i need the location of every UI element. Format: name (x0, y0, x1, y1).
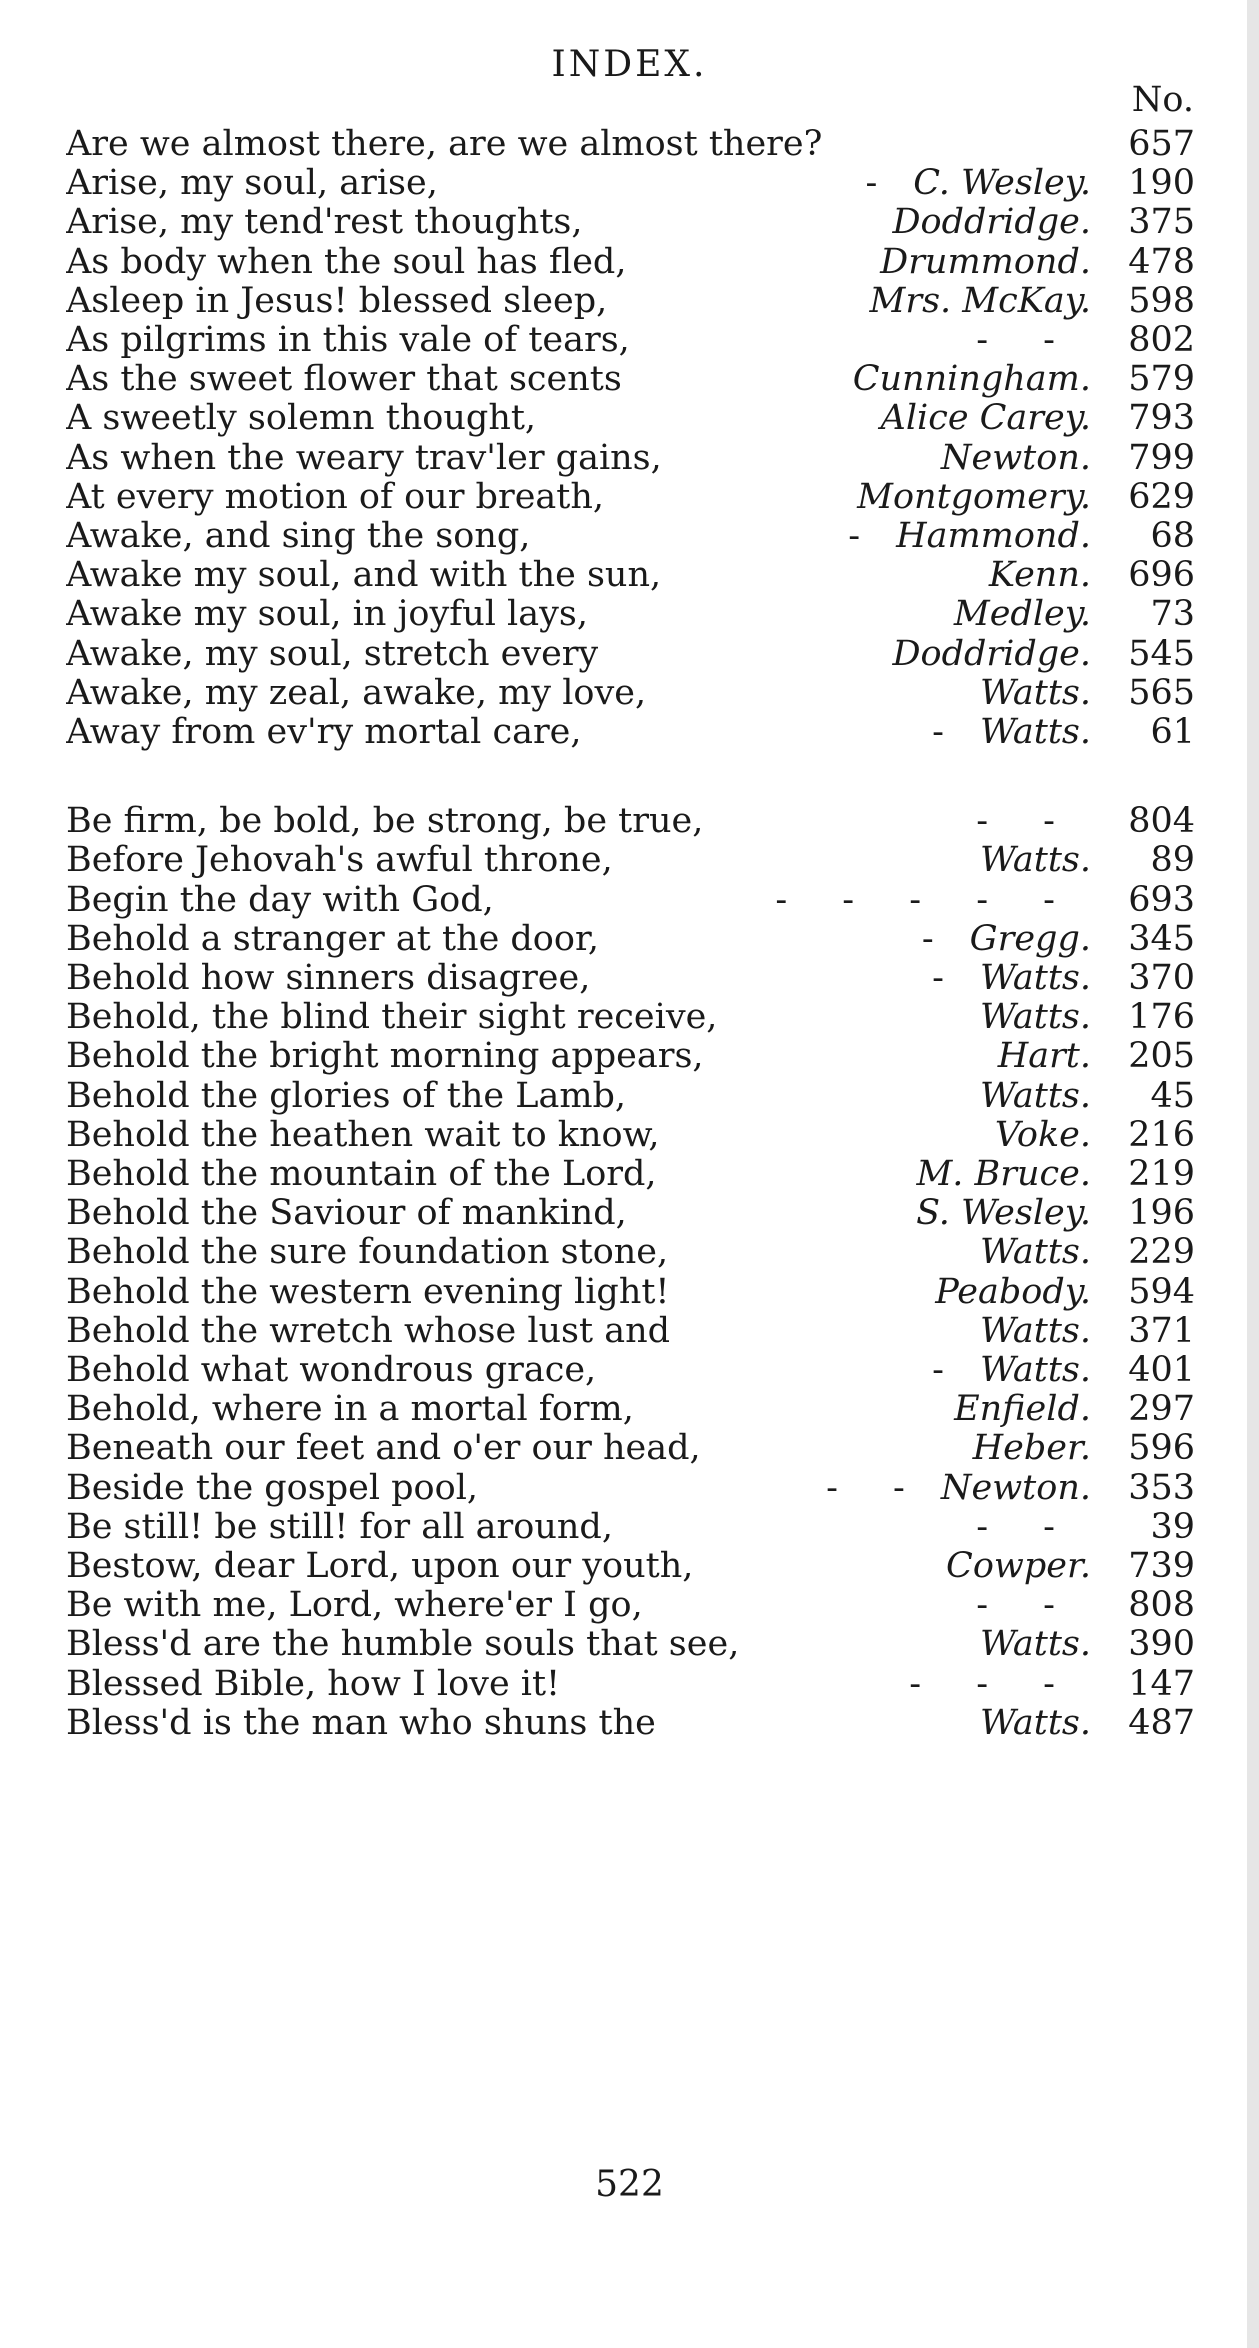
hymn-author: Watts. (979, 1624, 1091, 1665)
hymn-number: 629 (1128, 476, 1195, 517)
index-entry (66, 124, 1195, 164)
page-edge (1247, 0, 1259, 2348)
hymn-first-line: A sweetly solemn thought, (66, 398, 537, 439)
hymn-author: Heber. (972, 1428, 1091, 1469)
hymn-number: 545 (1128, 633, 1195, 674)
index-entry (66, 242, 1195, 282)
hymn-first-line: Behold the Saviour of mankind, (66, 1193, 627, 1234)
hymn-first-line: Behold the glories of the Lamb, (66, 1075, 627, 1116)
hymn-number: 657 (1128, 124, 1195, 164)
hymn-author: Watts. (979, 712, 1091, 752)
leader-dashes: - (848, 516, 883, 556)
hymn-first-line: Behold the wretch whose lust and (66, 1310, 671, 1351)
hymn-first-line: Beside the gospel pool, (66, 1467, 479, 1508)
hymn-first-line: Beneath our feet and o'er our head, (66, 1428, 701, 1469)
hymn-first-line: Asleep in Jesus! blessed sleep, (66, 280, 608, 321)
hymn-number: 219 (1128, 1154, 1195, 1194)
hymn-first-line: Behold the sure foundation stone, (66, 1232, 669, 1273)
index-entry (66, 1311, 1195, 1351)
hymn-author: Watts. (979, 840, 1091, 881)
hymn-number: 190 (1128, 163, 1195, 204)
hymn-author: Voke. (994, 1114, 1091, 1155)
hymn-author: Watts. (979, 1310, 1091, 1351)
index-entry (66, 1350, 1195, 1390)
hymn-number: 229 (1128, 1232, 1195, 1273)
hymn-first-line: Bless'd are the humble souls that see, (66, 1624, 740, 1665)
hymn-first-line: Awake my soul, in joyful lays, (66, 594, 588, 635)
hymn-number: 196 (1128, 1193, 1195, 1234)
hymn-first-line: Before Jehovah's awful throne, (66, 840, 613, 881)
leader-dashes: - (932, 958, 966, 998)
index-entry (66, 516, 1195, 556)
leader-dashes: - (865, 163, 900, 204)
hymn-number: 371 (1128, 1310, 1195, 1351)
hymn-first-line: As when the weary trav'ler gains, (66, 437, 662, 478)
index-entry (66, 1585, 1195, 1625)
hymn-first-line: Behold the bright morning appears, (66, 1036, 704, 1077)
index-entry (66, 1468, 1195, 1508)
index-entry (66, 320, 1195, 360)
hymn-number: 793 (1128, 398, 1195, 439)
index-entry (66, 958, 1195, 998)
hymn-first-line: Begin the day with God, (66, 879, 494, 920)
hymn-author: Montgomery. (857, 476, 1091, 517)
hymn-first-line: Behold a stranger at the door, (66, 918, 599, 959)
hymn-number: 297 (1128, 1389, 1195, 1430)
hymn-number: 696 (1128, 555, 1195, 596)
index-entry (66, 1154, 1195, 1194)
hymn-first-line: Be with me, Lord, where'er I go, (66, 1585, 643, 1626)
hymn-author: Enfield. (954, 1389, 1091, 1430)
index-entry (66, 1507, 1195, 1547)
index-entry (66, 634, 1195, 674)
index-entry (66, 712, 1195, 752)
hymn-first-line: Behold, where in a mortal form, (66, 1389, 634, 1430)
index-entry (66, 1193, 1195, 1233)
index-entry (66, 359, 1195, 399)
hymn-number: 353 (1128, 1467, 1195, 1508)
hymn-author: Peabody. (935, 1271, 1091, 1312)
index-entry (66, 1115, 1195, 1155)
hymn-number: 45 (1150, 1075, 1195, 1116)
hymn-author: Doddridge. (892, 633, 1091, 674)
hymn-author: Medley. (953, 594, 1091, 635)
hymn-author: Alice Carey. (880, 398, 1091, 439)
index-entry (66, 997, 1195, 1037)
hymn-number: 39 (1150, 1506, 1195, 1547)
hymn-author: Watts. (979, 1232, 1091, 1273)
page-number: 522 (595, 2164, 664, 2205)
hymn-first-line: Arise, my tend'rest thoughts, (66, 202, 583, 243)
leader-dashes: - - - (909, 1663, 1077, 1704)
leader-dashes: - (921, 918, 956, 959)
hymn-number: 147 (1128, 1663, 1195, 1704)
index-entry (66, 840, 1195, 880)
hymn-first-line: Be firm, be bold, be strong, be true, (66, 801, 704, 842)
hymn-number: 799 (1128, 437, 1195, 478)
hymn-author: Cunningham. (852, 359, 1091, 400)
hymn-author: Drummond. (880, 241, 1091, 282)
hymn-author: Doddridge. (892, 202, 1091, 243)
index-entry (66, 477, 1195, 517)
hymn-author: Gregg. (969, 918, 1091, 959)
hymn-first-line: As pilgrims in this vale of tears, (66, 320, 630, 360)
hymn-author: S. Wesley. (916, 1193, 1091, 1234)
leader-dashes: - - (976, 1585, 1077, 1626)
hymn-number: 176 (1128, 997, 1195, 1038)
hymn-number: 61 (1150, 712, 1195, 752)
hymn-author: Watts. (979, 997, 1091, 1038)
hymn-author: Watts. (979, 1075, 1091, 1116)
hymn-first-line: At every motion of our breath, (66, 476, 605, 517)
index-entry (66, 1428, 1195, 1468)
hymn-author: Watts. (979, 672, 1091, 713)
hymn-first-line: Are we almost there, are we almost there? (66, 124, 823, 164)
hymn-number: 205 (1128, 1036, 1195, 1077)
index-entry (66, 438, 1195, 478)
hymn-author: Watts. (979, 1702, 1091, 1743)
index-entry (66, 1036, 1195, 1076)
hymn-first-line: Blessed Bible, how I love it! (66, 1663, 561, 1704)
hymn-number: 375 (1128, 202, 1195, 243)
index-entry (66, 281, 1195, 321)
hymn-number: 739 (1128, 1546, 1195, 1586)
hymn-number: 804 (1128, 801, 1195, 842)
number-column-label: No. (1131, 80, 1194, 120)
hymn-first-line: Behold the heathen wait to know, (66, 1114, 660, 1155)
leader-dashes: - - (976, 1506, 1077, 1547)
hymn-number: 68 (1150, 516, 1195, 556)
hymn-number: 370 (1128, 958, 1195, 998)
hymn-number: 401 (1128, 1350, 1195, 1390)
hymn-number: 345 (1128, 918, 1195, 959)
hymn-author: Newton. (940, 437, 1091, 478)
hymn-author: Hammond. (896, 516, 1091, 556)
index-entry (66, 1389, 1195, 1429)
hymn-first-line: Behold the mountain of the Lord, (66, 1154, 657, 1194)
leader-dashes: - - (826, 1467, 927, 1508)
hymn-number: 596 (1128, 1428, 1195, 1469)
hymn-author: Watts. (979, 1350, 1091, 1390)
hymn-author: Watts. (979, 958, 1091, 998)
hymn-number: 89 (1150, 840, 1195, 881)
hymn-number: 802 (1128, 320, 1195, 360)
index-entry (66, 880, 1195, 920)
hymn-number: 693 (1128, 879, 1195, 920)
hymn-number: 216 (1128, 1114, 1195, 1155)
index-entry (66, 555, 1195, 595)
leader-dashes: - (932, 1350, 966, 1390)
hymn-first-line: As the sweet flower that scents (66, 359, 622, 400)
hymn-number: 594 (1128, 1271, 1195, 1312)
leader-dashes: - - - - - (775, 879, 1077, 920)
hymn-number: 565 (1128, 672, 1195, 713)
hymn-first-line: Away from ev'ry mortal care, (66, 712, 582, 752)
hymn-first-line: Awake, my zeal, awake, my love, (66, 672, 647, 713)
hymn-author: Hart. (997, 1036, 1091, 1077)
hymn-author: Newton. (940, 1467, 1091, 1508)
hymn-first-line: Behold the western evening light! (66, 1271, 670, 1312)
index-entry (66, 1076, 1195, 1116)
index-entry (66, 1703, 1195, 1743)
hymn-author: Cowper. (946, 1546, 1091, 1586)
hymn-first-line: Be still! be still! for all around, (66, 1506, 613, 1547)
hymn-first-line: Awake, my soul, stretch every (66, 633, 599, 674)
index-entry (66, 594, 1195, 634)
hymn-author: M. Bruce. (916, 1154, 1091, 1194)
hymn-number: 73 (1150, 594, 1195, 635)
hymn-first-line: Arise, my soul, arise, (66, 163, 438, 204)
index-entry (66, 919, 1195, 959)
leader-dashes: - - (976, 320, 1077, 360)
hymn-first-line: Behold how sinners disagree, (66, 958, 591, 998)
index-entry (66, 1272, 1195, 1312)
index-entry (66, 163, 1195, 203)
hymn-author: Mrs. McKay. (869, 280, 1091, 321)
index-entry (66, 1624, 1195, 1664)
index-entry (66, 202, 1195, 242)
hymn-first-line: Awake my soul, and with the sun, (66, 555, 662, 596)
hymn-first-line: Bestow, dear Lord, upon our youth, (66, 1546, 694, 1586)
leader-dashes: - (932, 712, 966, 752)
hymn-author: Kenn. (988, 555, 1091, 596)
hymn-number: 487 (1128, 1702, 1195, 1743)
hymn-first-line: Behold what wondrous grace, (66, 1350, 597, 1390)
hymn-first-line: As body when the soul has fled, (66, 241, 627, 282)
index-entry (66, 1232, 1195, 1272)
index-entry (66, 801, 1195, 841)
index-entry (66, 673, 1195, 713)
hymn-first-line: Bless'd is the man who shuns the (66, 1702, 656, 1743)
index-entry (66, 1664, 1195, 1704)
hymn-first-line: Awake, and sing the song, (66, 516, 531, 556)
hymn-number: 478 (1128, 241, 1195, 282)
leader-dashes: - - (976, 801, 1077, 842)
hymn-first-line: Behold, the blind their sight receive, (66, 997, 718, 1038)
hymn-number: 390 (1128, 1624, 1195, 1665)
page-title: INDEX. (551, 44, 708, 85)
index-entry (66, 1546, 1195, 1586)
hymn-number: 579 (1128, 359, 1195, 400)
hymn-number: 808 (1128, 1585, 1195, 1626)
hymn-number: 598 (1128, 280, 1195, 321)
index-entry (66, 398, 1195, 438)
hymn-author: C. Wesley. (913, 163, 1091, 204)
